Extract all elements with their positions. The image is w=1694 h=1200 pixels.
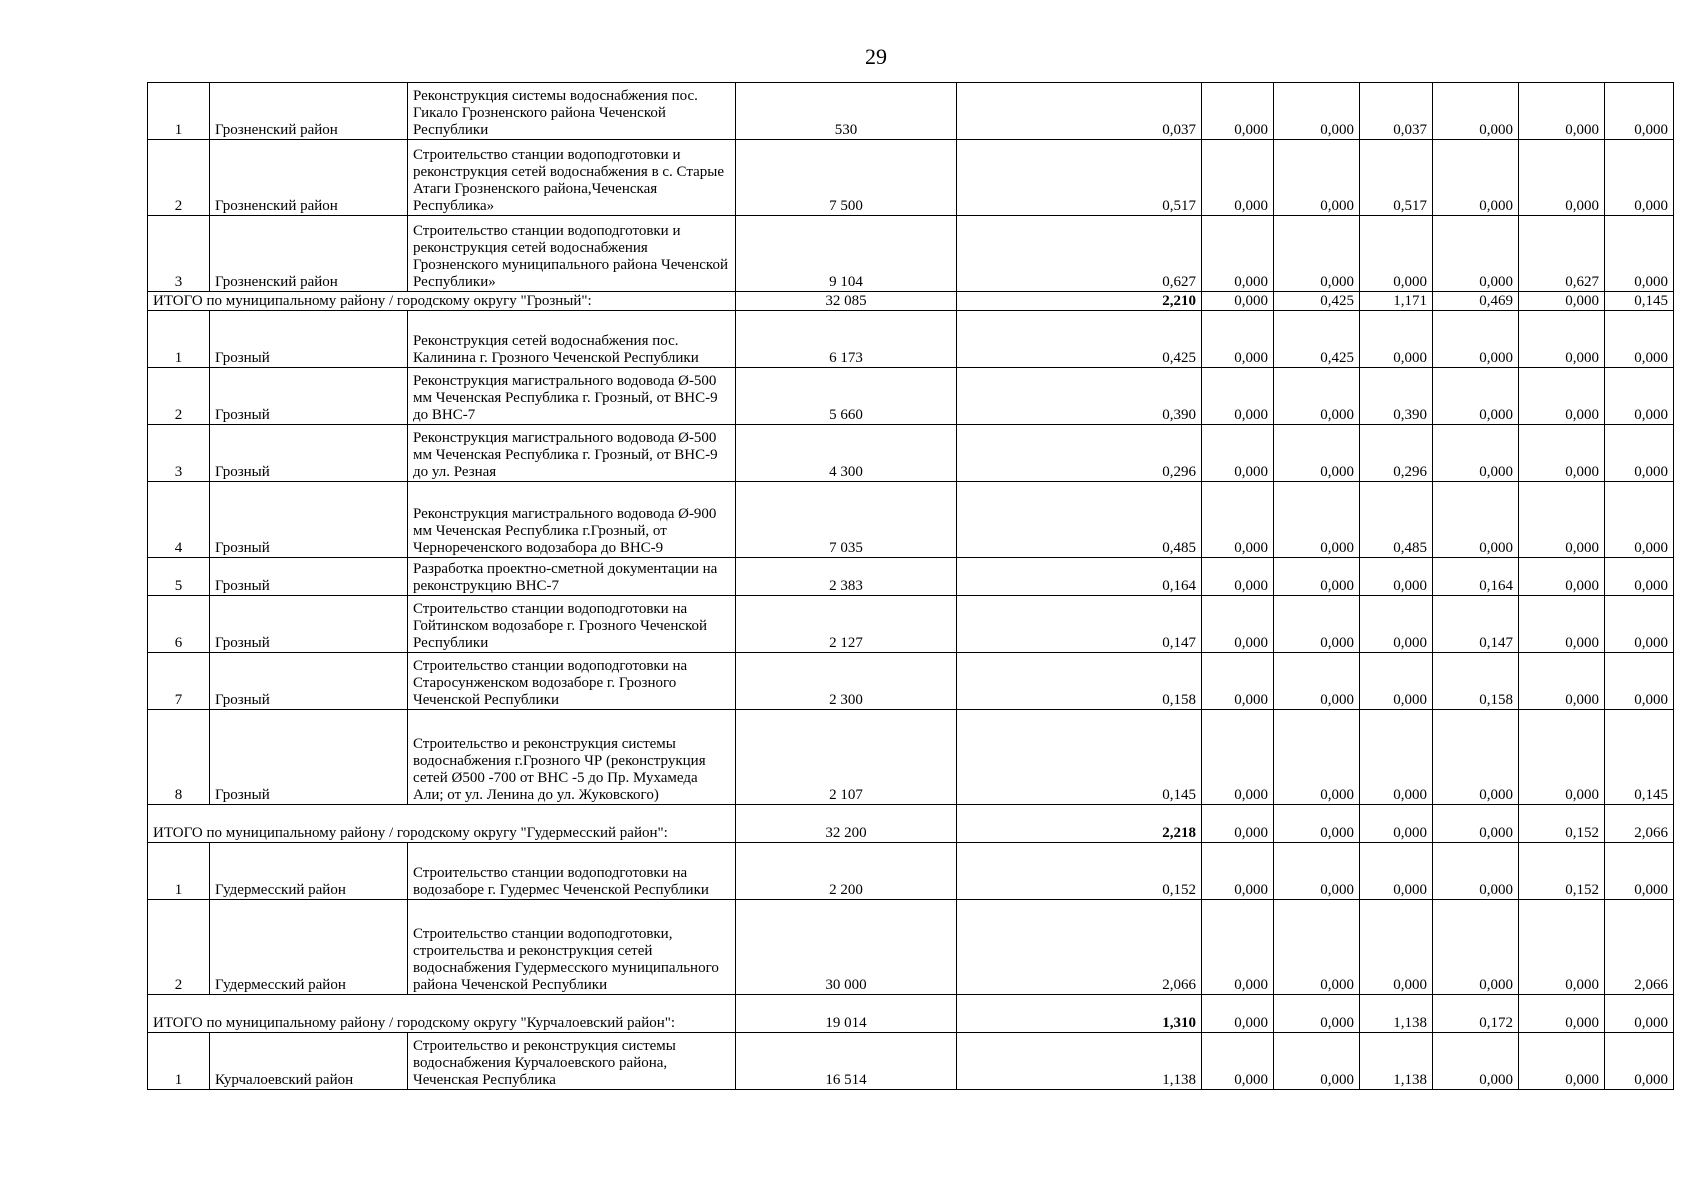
year-value-cell: 0,000 xyxy=(1433,216,1519,292)
total-value-cell: 0,164 xyxy=(957,558,1202,596)
year-value-cell: 0,164 xyxy=(1433,558,1519,596)
year-value-cell: 0,000 xyxy=(1274,1033,1360,1090)
municipality-cell: Гудермесский район xyxy=(210,843,408,900)
year-value-cell: 0,000 xyxy=(1274,900,1360,995)
table-row xyxy=(148,83,1674,140)
year-value-cell: 0,000 xyxy=(1519,653,1605,710)
page-number: 29 xyxy=(865,44,887,69)
project-description-cell: Разработка проектно-сметной документации на реконструкцию ВНС-7 xyxy=(408,558,736,596)
total-value-cell: 0,627 xyxy=(957,216,1202,292)
year-value-cell: 0,000 xyxy=(1202,843,1274,900)
year-value-cell: 0,000 xyxy=(1360,900,1433,995)
total-value-cell: 0,296 xyxy=(957,425,1202,482)
year-value-cell: 0,000 xyxy=(1433,425,1519,482)
project-description-cell: Реконструкция магистрального водовода Ø-900 мм Чеченская Республика г.Грозный, от Чернореченского водозабора до ВНС-9 xyxy=(408,482,736,558)
municipality-cell: Курчалоевский район xyxy=(210,1033,408,1090)
year-value-cell: 0,000 xyxy=(1360,311,1433,368)
year-value-cell: 0,147 xyxy=(1433,596,1519,653)
row-number-cell: 1 xyxy=(148,311,210,368)
project-description-cell: Строительство и реконструкция системы водоснабжения Курчалоевского района, Чеченская Республика xyxy=(408,1033,736,1090)
total-label-cell: ИТОГО по муниципальному району / городскому округу "Гудермесский район": xyxy=(148,805,736,843)
year-value-cell: 0,000 xyxy=(1274,805,1360,843)
year-value-cell: 0,000 xyxy=(1274,653,1360,710)
year-value-cell: 0,000 xyxy=(1274,710,1360,805)
row-number-cell: 1 xyxy=(148,843,210,900)
year-value-cell: 0,000 xyxy=(1202,292,1274,311)
total-value-cell: 0,517 xyxy=(957,140,1202,216)
year-value-cell: 0,000 xyxy=(1202,805,1274,843)
amount-cell: 4 300 xyxy=(736,425,957,482)
year-value-cell: 0,425 xyxy=(1274,311,1360,368)
total-value-cell: 0,145 xyxy=(957,710,1202,805)
year-value-cell: 0,000 xyxy=(1202,900,1274,995)
municipality-cell: Грозненский район xyxy=(210,140,408,216)
row-number-cell: 2 xyxy=(148,900,210,995)
year-value-cell: 0,296 xyxy=(1360,425,1433,482)
year-value-cell: 0,000 xyxy=(1519,596,1605,653)
amount-cell: 7 035 xyxy=(736,482,957,558)
municipality-cell: Грозный xyxy=(210,710,408,805)
year-value-cell: 0,000 xyxy=(1274,216,1360,292)
municipality-cell: Гудермесский район xyxy=(210,900,408,995)
year-value-cell: 0,000 xyxy=(1433,140,1519,216)
year-value-cell: 0,000 xyxy=(1202,653,1274,710)
year-value-cell: 0,000 xyxy=(1519,995,1605,1033)
table-row xyxy=(148,710,1674,805)
year-value-cell: 0,037 xyxy=(1360,83,1433,140)
table-row xyxy=(148,900,1674,995)
year-value-cell: 0,517 xyxy=(1360,140,1433,216)
amount-cell: 2 300 xyxy=(736,653,957,710)
table-row xyxy=(148,216,1674,292)
year-value-cell: 0,000 xyxy=(1605,843,1674,900)
total-value-cell: 0,037 xyxy=(957,83,1202,140)
row-number-cell: 7 xyxy=(148,653,210,710)
year-value-cell: 0,152 xyxy=(1519,805,1605,843)
project-description-cell: Строительство станции водоподготовки на Гойтинском водозаборе г. Грозного Чеченской Республики xyxy=(408,596,736,653)
year-value-cell: 1,138 xyxy=(1360,995,1433,1033)
row-number-cell: 1 xyxy=(148,1033,210,1090)
year-value-cell: 0,000 xyxy=(1202,311,1274,368)
year-value-cell: 0,000 xyxy=(1433,311,1519,368)
year-value-cell: 0,000 xyxy=(1433,482,1519,558)
year-value-cell: 0,000 xyxy=(1605,368,1674,425)
year-value-cell: 0,000 xyxy=(1605,425,1674,482)
year-value-cell: 0,000 xyxy=(1360,843,1433,900)
table-row xyxy=(148,482,1674,558)
table-row xyxy=(148,843,1674,900)
year-value-cell: 0,000 xyxy=(1274,843,1360,900)
year-value-cell: 0,000 xyxy=(1519,368,1605,425)
table-row xyxy=(148,140,1674,216)
table-row xyxy=(148,558,1674,596)
year-value-cell: 1,171 xyxy=(1360,292,1433,311)
row-number-cell: 3 xyxy=(148,216,210,292)
year-value-cell: 0,000 xyxy=(1360,216,1433,292)
year-value-cell: 0,000 xyxy=(1202,482,1274,558)
year-value-cell: 0,172 xyxy=(1433,995,1519,1033)
year-value-cell: 0,000 xyxy=(1605,1033,1674,1090)
total-row xyxy=(148,292,1674,311)
amount-cell: 530 xyxy=(736,83,957,140)
year-value-cell: 0,000 xyxy=(1519,900,1605,995)
year-value-cell: 0,000 xyxy=(1605,995,1674,1033)
year-value-cell: 0,000 xyxy=(1605,83,1674,140)
project-description-cell: Строительство и реконструкция системы водоснабжения г.Грозного ЧР (реконструкция сетей Ø500 -700 от ВНС -5 до Пр. Мухамеда Али; от ул. Ленина до ул. Жуковского) xyxy=(408,710,736,805)
year-value-cell: 0,000 xyxy=(1274,995,1360,1033)
year-value-cell: 0,000 xyxy=(1202,596,1274,653)
row-number-cell: 3 xyxy=(148,425,210,482)
project-description-cell: Реконструкция магистрального водовода Ø-500 мм Чеченская Республика г. Грозный, от ВНС-9 до ул. Резная xyxy=(408,425,736,482)
row-number-cell: 2 xyxy=(148,140,210,216)
year-value-cell: 0,000 xyxy=(1519,1033,1605,1090)
year-value-cell: 0,000 xyxy=(1605,140,1674,216)
amount-cell: 32 200 xyxy=(736,805,957,843)
investment-program-table xyxy=(147,82,1674,1090)
municipality-cell: Грозный xyxy=(210,311,408,368)
table-body xyxy=(148,83,1674,1090)
year-value-cell: 0,000 xyxy=(1202,140,1274,216)
year-value-cell: 0,469 xyxy=(1433,292,1519,311)
year-value-cell: 0,145 xyxy=(1605,710,1674,805)
year-value-cell: 0,000 xyxy=(1202,425,1274,482)
year-value-cell: 0,000 xyxy=(1519,83,1605,140)
project-description-cell: Строительство станции водоподготовки и реконструкция сетей водоснабжения Грозненского муниципального района Чеченской Республики» xyxy=(408,216,736,292)
year-value-cell: 0,000 xyxy=(1605,482,1674,558)
year-value-cell: 0,000 xyxy=(1519,140,1605,216)
year-value-cell: 1,138 xyxy=(1360,1033,1433,1090)
total-row xyxy=(148,995,1674,1033)
year-value-cell: 0,000 xyxy=(1605,216,1674,292)
project-description-cell: Строительство станции водоподготовки, строительства и реконструкция сетей водоснабжения Гудермесского муниципального района Чеченской Республики xyxy=(408,900,736,995)
project-description-cell: Реконструкция магистрального водовода Ø-500 мм Чеченская Республика г. Грозный, от ВНС-9 до ВНС-7 xyxy=(408,368,736,425)
amount-cell: 9 104 xyxy=(736,216,957,292)
total-label-cell: ИТОГО по муниципальному району / городскому округу "Курчалоевский район": xyxy=(148,995,736,1033)
year-value-cell: 0,000 xyxy=(1274,140,1360,216)
municipality-cell: Грозный xyxy=(210,653,408,710)
year-value-cell: 0,000 xyxy=(1605,311,1674,368)
table-row xyxy=(148,425,1674,482)
total-value-cell: 0,485 xyxy=(957,482,1202,558)
year-value-cell: 0,000 xyxy=(1360,558,1433,596)
year-value-cell: 0,000 xyxy=(1433,900,1519,995)
row-number-cell: 5 xyxy=(148,558,210,596)
total-value-cell: 0,390 xyxy=(957,368,1202,425)
row-number-cell: 8 xyxy=(148,710,210,805)
total-value-cell: 0,158 xyxy=(957,653,1202,710)
amount-cell: 5 660 xyxy=(736,368,957,425)
municipality-cell: Грозненский район xyxy=(210,216,408,292)
year-value-cell: 0,627 xyxy=(1519,216,1605,292)
municipality-cell: Грозный xyxy=(210,425,408,482)
year-value-cell: 0,000 xyxy=(1519,482,1605,558)
amount-cell: 32 085 xyxy=(736,292,957,311)
municipality-cell: Грозненский район xyxy=(210,83,408,140)
municipality-cell: Грозный xyxy=(210,368,408,425)
year-value-cell: 0,485 xyxy=(1360,482,1433,558)
year-value-cell: 0,000 xyxy=(1360,805,1433,843)
year-value-cell: 0,000 xyxy=(1274,482,1360,558)
year-value-cell: 0,000 xyxy=(1605,596,1674,653)
year-value-cell: 0,000 xyxy=(1433,1033,1519,1090)
total-value-cell: 0,147 xyxy=(957,596,1202,653)
year-value-cell: 0,000 xyxy=(1274,425,1360,482)
total-value-cell: 0,152 xyxy=(957,843,1202,900)
project-description-cell: Реконструкция сетей водоснабжения пос. Калинина г. Грозного Чеченской Республики xyxy=(408,311,736,368)
total-value-cell: 2,066 xyxy=(957,900,1202,995)
project-description-cell: Строительство станции водоподготовки на водозаборе г. Гудермес Чеченской Республики xyxy=(408,843,736,900)
amount-cell: 16 514 xyxy=(736,1033,957,1090)
year-value-cell: 0,000 xyxy=(1433,83,1519,140)
table-row xyxy=(148,1033,1674,1090)
year-value-cell: 0,000 xyxy=(1519,292,1605,311)
year-value-cell: 0,000 xyxy=(1202,710,1274,805)
year-value-cell: 0,000 xyxy=(1202,216,1274,292)
year-value-cell: 0,000 xyxy=(1202,368,1274,425)
row-number-cell: 2 xyxy=(148,368,210,425)
year-value-cell: 0,000 xyxy=(1274,83,1360,140)
year-value-cell: 0,000 xyxy=(1202,83,1274,140)
amount-cell: 2 107 xyxy=(736,710,957,805)
year-value-cell: 0,000 xyxy=(1360,596,1433,653)
year-value-cell: 0,000 xyxy=(1360,710,1433,805)
row-number-cell: 6 xyxy=(148,596,210,653)
amount-cell: 2 383 xyxy=(736,558,957,596)
municipality-cell: Грозный xyxy=(210,558,408,596)
total-value-cell: 0,425 xyxy=(957,311,1202,368)
year-value-cell: 0,390 xyxy=(1360,368,1433,425)
project-description-cell: Строительство станции водоподготовки и реконструкция сетей водоснабжения в с. Старые Атаги Грозненского района,Чеченская Республика» xyxy=(408,140,736,216)
year-value-cell: 2,066 xyxy=(1605,805,1674,843)
year-value-cell: 0,000 xyxy=(1202,995,1274,1033)
total-value-cell: 1,310 xyxy=(957,995,1202,1033)
amount-cell: 2 200 xyxy=(736,843,957,900)
amount-cell: 2 127 xyxy=(736,596,957,653)
year-value-cell: 0,000 xyxy=(1274,558,1360,596)
year-value-cell: 0,000 xyxy=(1433,805,1519,843)
year-value-cell: 0,145 xyxy=(1605,292,1674,311)
year-value-cell: 0,000 xyxy=(1433,843,1519,900)
year-value-cell: 0,425 xyxy=(1274,292,1360,311)
table-row xyxy=(148,311,1674,368)
year-value-cell: 0,000 xyxy=(1274,368,1360,425)
year-value-cell: 0,152 xyxy=(1519,843,1605,900)
amount-cell: 7 500 xyxy=(736,140,957,216)
total-value-cell: 1,138 xyxy=(957,1033,1202,1090)
year-value-cell: 0,000 xyxy=(1519,710,1605,805)
table-row xyxy=(148,368,1674,425)
municipality-cell: Грозный xyxy=(210,596,408,653)
row-number-cell: 1 xyxy=(148,83,210,140)
total-label-cell: ИТОГО по муниципальному району / городскому округу "Грозный": xyxy=(148,292,736,311)
year-value-cell: 0,000 xyxy=(1605,653,1674,710)
year-value-cell: 0,000 xyxy=(1433,710,1519,805)
year-value-cell: 0,000 xyxy=(1519,558,1605,596)
total-value-cell: 2,210 xyxy=(957,292,1202,311)
year-value-cell: 0,000 xyxy=(1202,558,1274,596)
year-value-cell: 0,158 xyxy=(1433,653,1519,710)
table-row xyxy=(148,596,1674,653)
year-value-cell: 0,000 xyxy=(1433,368,1519,425)
project-description-cell: Строительство станции водоподготовки на Старосунженском водозаборе г. Грозного Чеченской Республики xyxy=(408,653,736,710)
project-description-cell: Реконструкция системы водоснабжения пос. Гикало Грозненского района Чеченской Республики xyxy=(408,83,736,140)
municipality-cell: Грозный xyxy=(210,482,408,558)
row-number-cell: 4 xyxy=(148,482,210,558)
table-row xyxy=(148,653,1674,710)
year-value-cell: 2,066 xyxy=(1605,900,1674,995)
year-value-cell: 0,000 xyxy=(1519,311,1605,368)
total-row xyxy=(148,805,1674,843)
year-value-cell: 0,000 xyxy=(1274,596,1360,653)
year-value-cell: 0,000 xyxy=(1360,653,1433,710)
amount-cell: 19 014 xyxy=(736,995,957,1033)
amount-cell: 6 173 xyxy=(736,311,957,368)
year-value-cell: 0,000 xyxy=(1605,558,1674,596)
total-value-cell: 2,218 xyxy=(957,805,1202,843)
year-value-cell: 0,000 xyxy=(1202,1033,1274,1090)
year-value-cell: 0,000 xyxy=(1519,425,1605,482)
amount-cell: 30 000 xyxy=(736,900,957,995)
